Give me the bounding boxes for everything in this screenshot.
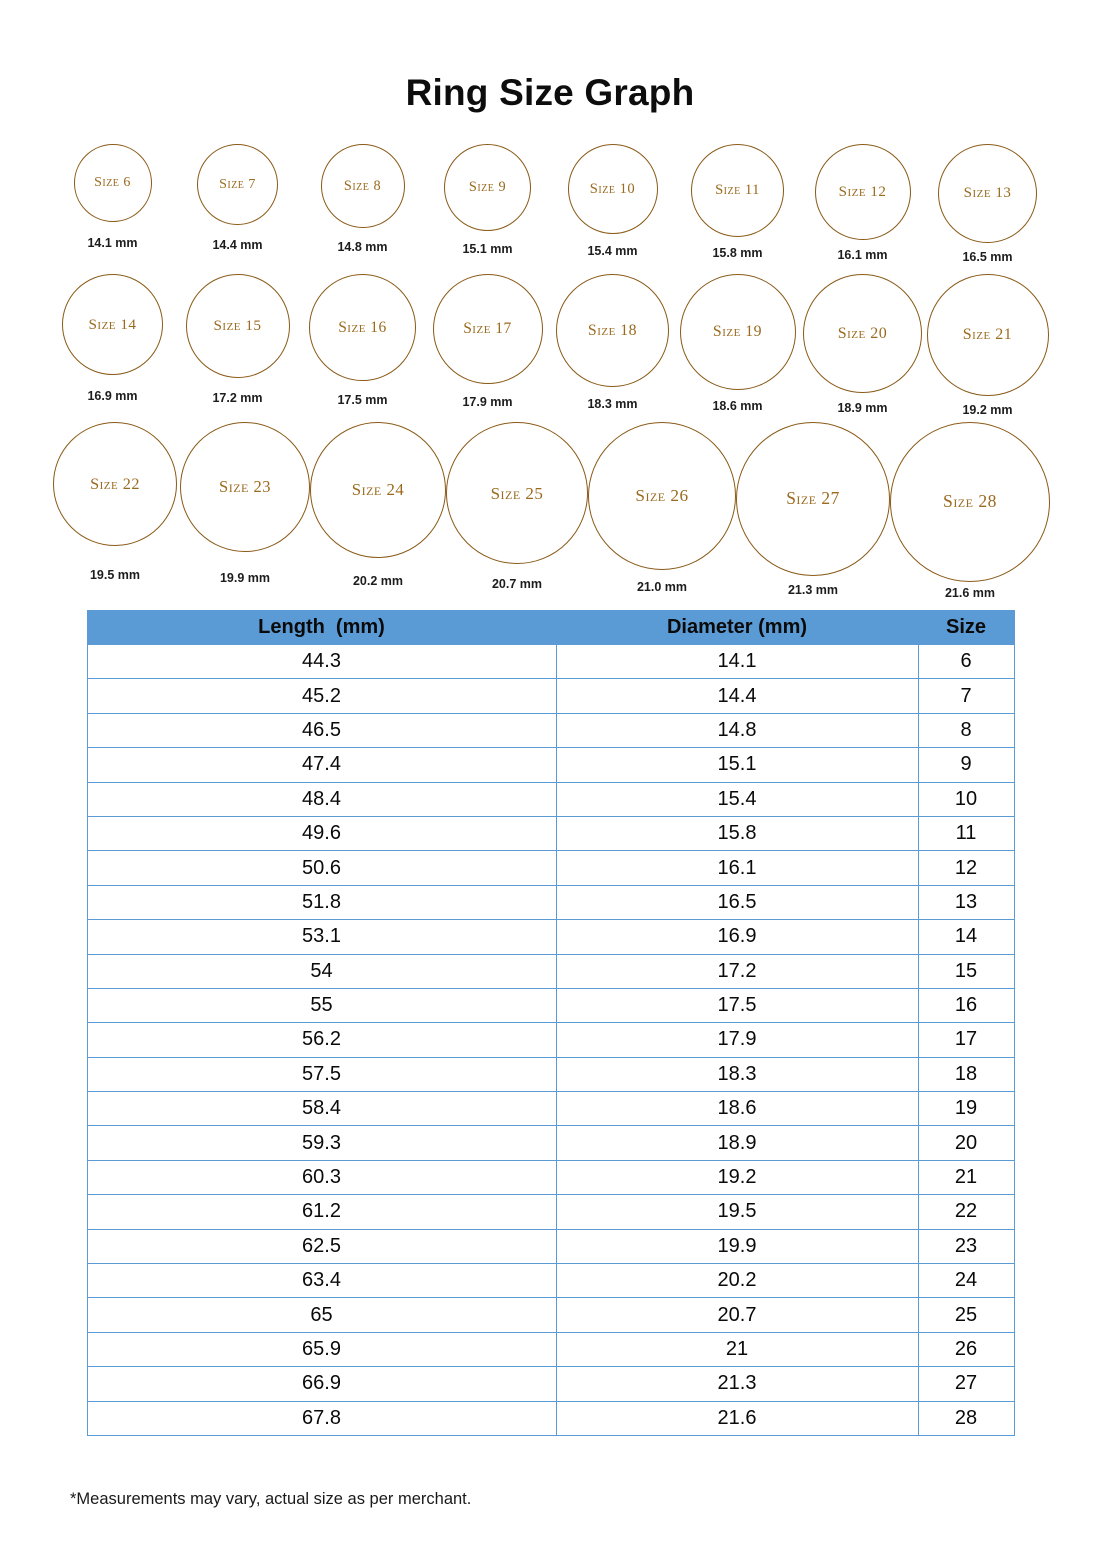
table-row [87,782,1014,816]
ring-size-item [425,274,550,409]
ring-circle-box [309,274,416,381]
ring-size-item [550,144,675,258]
cell-size: 22 [918,1195,1014,1229]
cell-diameter: 21.3 [556,1367,918,1401]
ring-circle-icon [62,274,163,375]
ring-diameter-label: 19.9 mm [219,571,271,585]
cell-length: 49.6 [87,816,556,850]
ring-size-label: Size 11 [715,182,760,199]
cell-diameter: 20.2 [556,1264,918,1298]
ring-diameter-label: 18.3 mm [587,397,638,411]
ring-diameter-label: 14.8 mm [337,240,388,254]
ring-size-item [800,274,925,415]
table-row [87,1332,1014,1366]
cell-length: 48.4 [87,782,556,816]
ring-diameter-label: 19.5 mm [89,568,141,582]
ring-circle-icon [74,144,152,222]
ring-size-item [300,274,425,407]
table-row [87,885,1014,919]
ring-size-item [175,274,300,405]
ring-circle-box [890,422,1050,582]
ring-circle-box [321,144,405,228]
ring-size-label: Size 7 [219,176,256,192]
ring-circle-box [74,144,152,222]
cell-size: 13 [918,885,1014,919]
cell-size: 19 [918,1092,1014,1126]
cell-size: 9 [918,748,1014,782]
column-header-size: Size [918,611,1014,645]
ring-circle-icon [803,274,922,393]
ring-circle-box [446,422,588,564]
ring-size-item [50,422,180,582]
ring-circle-icon [815,144,911,240]
ring-size-table-wrapper [87,610,1014,1436]
ring-size-label: Size 10 [589,180,636,197]
ring-circle-box [568,144,658,234]
table-row [87,988,1014,1022]
cell-diameter: 17.2 [556,954,918,988]
ring-circle-box [556,274,669,387]
ring-circle-icon [310,422,446,558]
cell-length: 47.4 [87,748,556,782]
cell-length: 51.8 [87,885,556,919]
ring-circle-box [588,422,736,570]
ring-circle-icon [444,144,531,231]
ring-size-item [550,274,675,411]
cell-size: 21 [918,1160,1014,1194]
ring-diameter-label: 18.9 mm [837,401,888,415]
ring-size-item [675,144,800,260]
cell-diameter: 17.5 [556,988,918,1022]
ring-circle-box [310,422,446,558]
ring-diameter-label: 21.3 mm [787,583,839,597]
ring-size-label: Size 27 [786,488,840,509]
cell-size: 15 [918,954,1014,988]
ring-size-label: Size 19 [712,323,763,341]
ring-diameter-label: 17.9 mm [462,395,513,409]
cell-diameter: 15.8 [556,816,918,850]
cell-diameter: 18.9 [556,1126,918,1160]
cell-size: 7 [918,679,1014,713]
ring-diameter-label: 21.6 mm [944,586,996,600]
ring-circle-box [815,144,911,240]
cell-size: 8 [918,713,1014,747]
cell-diameter: 14.8 [556,713,918,747]
ring-size-item [300,144,425,254]
ring-diameter-label: 15.4 mm [587,244,638,258]
ring-row-1 [50,144,1050,274]
table-row [87,679,1014,713]
cell-size: 23 [918,1229,1014,1263]
cell-diameter: 17.9 [556,1023,918,1057]
ring-diameter-label: 19.2 mm [962,403,1013,417]
cell-length: 65.9 [87,1332,556,1366]
cell-size: 18 [918,1057,1014,1091]
ring-size-label: Size 25 [490,483,544,503]
ring-size-label: Size 13 [963,185,1012,201]
ring-circle-icon [938,144,1037,243]
cell-size: 25 [918,1298,1014,1332]
ring-circle-icon [186,274,290,378]
cell-length: 53.1 [87,920,556,954]
ring-size-label: Size 23 [219,476,271,496]
table-header [87,611,1014,645]
ring-diagram [0,144,1100,600]
ring-size-label: Size 28 [943,491,997,512]
ring-diameter-label: 21.0 mm [636,580,688,594]
ring-size-label: Size 14 [88,315,137,333]
cell-length: 50.6 [87,851,556,885]
ring-row-3 [50,422,1050,600]
ring-diameter-label: 14.1 mm [87,236,138,250]
ring-size-label: Size 6 [94,175,131,190]
cell-length: 67.8 [87,1401,556,1435]
ring-diameter-label: 14.4 mm [212,238,263,252]
cell-size: 11 [918,816,1014,850]
ring-circle-box [803,274,922,393]
table-row [87,1160,1014,1194]
cell-diameter: 19.9 [556,1229,918,1263]
ring-circle-box [180,422,310,552]
cell-diameter: 19.2 [556,1160,918,1194]
ring-circle-icon [927,274,1049,396]
cell-diameter: 14.1 [556,645,918,679]
ring-size-item [180,422,310,585]
column-header-length: Length (mm) [87,611,556,645]
ring-row-2 [50,274,1050,422]
cell-size: 24 [918,1264,1014,1298]
table-row [87,1264,1014,1298]
ring-circle-box [691,144,784,237]
cell-diameter: 21.6 [556,1401,918,1435]
ring-circle-box [680,274,796,390]
ring-circle-box [186,274,290,378]
cell-length: 57.5 [87,1057,556,1091]
ring-circle-icon [568,144,658,234]
cell-diameter: 16.5 [556,885,918,919]
ring-circle-box [736,422,890,576]
ring-size-item [890,422,1050,600]
cell-diameter: 14.4 [556,679,918,713]
cell-diameter: 16.9 [556,920,918,954]
cell-size: 27 [918,1367,1014,1401]
cell-size: 16 [918,988,1014,1022]
table-row [87,748,1014,782]
cell-diameter: 15.4 [556,782,918,816]
cell-size: 12 [918,851,1014,885]
cell-length: 45.2 [87,679,556,713]
table-row [87,851,1014,885]
table-row [87,1092,1014,1126]
cell-length: 66.9 [87,1367,556,1401]
ring-size-label: Size 21 [962,326,1013,343]
ring-size-item [175,144,300,252]
table-row [87,1229,1014,1263]
cell-diameter: 16.1 [556,851,918,885]
ring-circle-box [62,274,163,375]
ring-diameter-label: 15.1 mm [462,242,513,256]
ring-diameter-label: 16.1 mm [837,248,888,262]
ring-circle-icon [556,274,669,387]
table-row [87,1195,1014,1229]
ring-size-label: Size 15 [213,317,262,335]
ring-diameter-label: 17.2 mm [212,391,263,405]
ring-size-item [310,422,446,588]
ring-size-label: Size 8 [343,177,382,194]
cell-length: 59.3 [87,1126,556,1160]
ring-circle-icon [53,422,177,546]
table-row [87,1401,1014,1435]
table-row [87,920,1014,954]
cell-length: 63.4 [87,1264,556,1298]
cell-diameter: 15.1 [556,748,918,782]
ring-diameter-label: 15.8 mm [712,246,763,260]
ring-size-label: Size 26 [635,486,689,506]
cell-length: 44.3 [87,645,556,679]
table-row [87,954,1014,988]
ring-circle-icon [321,144,405,228]
ring-circle-icon [691,144,784,237]
table-row [87,1126,1014,1160]
ring-size-item [446,422,588,591]
table-row [87,1057,1014,1091]
table-row [87,1298,1014,1332]
ring-circle-icon [446,422,588,564]
cell-length: 58.4 [87,1092,556,1126]
ring-diameter-label: 20.2 mm [352,574,404,588]
table-row [87,816,1014,850]
cell-diameter: 19.5 [556,1195,918,1229]
cell-diameter: 18.6 [556,1092,918,1126]
ring-circle-box [433,274,543,384]
cell-size: 17 [918,1023,1014,1057]
ring-circle-icon [736,422,890,576]
ring-size-label: Size 16 [338,318,387,336]
ring-size-label: Size 18 [587,321,638,339]
cell-length: 54 [87,954,556,988]
ring-circle-box [197,144,278,225]
cell-length: 46.5 [87,713,556,747]
cell-diameter: 20.7 [556,1298,918,1332]
table-row [87,1023,1014,1057]
cell-size: 10 [918,782,1014,816]
ring-circle-box [53,422,177,546]
ring-size-label: Size 24 [351,479,405,499]
cell-diameter: 18.3 [556,1057,918,1091]
ring-circle-icon [680,274,796,390]
ring-size-label: Size 12 [838,183,887,200]
ring-size-item [925,144,1050,264]
page-title: Ring Size Graph [405,72,695,113]
ring-size-table [87,610,1015,1436]
cell-size: 14 [918,920,1014,954]
ring-size-item [675,274,800,413]
ring-size-label: Size 17 [463,320,512,338]
cell-length: 60.3 [87,1160,556,1194]
footnote: *Measurements may vary, actual size as per merchant. [70,1490,472,1508]
ring-circle-icon [588,422,736,570]
ring-circle-box [444,144,531,231]
column-header-diameter: Diameter (mm) [556,611,918,645]
cell-size: 26 [918,1332,1014,1366]
cell-length: 56.2 [87,1023,556,1057]
ring-diameter-label: 16.9 mm [87,389,138,403]
ring-size-label: Size 20 [837,324,888,342]
table-header-row [87,611,1014,645]
ring-circle-box [927,274,1049,396]
table-row [87,1367,1014,1401]
ring-size-item [925,274,1050,417]
cell-length: 61.2 [87,1195,556,1229]
ring-circle-icon [890,422,1050,582]
ring-circle-icon [309,274,416,381]
ring-diameter-label: 16.5 mm [962,250,1013,264]
cell-size: 20 [918,1126,1014,1160]
ring-size-item [588,422,736,594]
cell-size: 28 [918,1401,1014,1435]
ring-diameter-label: 20.7 mm [491,577,543,591]
table-row [87,645,1014,679]
table-row [87,713,1014,747]
ring-diameter-label: 17.5 mm [337,393,388,407]
ring-diameter-label: 18.6 mm [712,399,763,413]
ring-circle-icon [197,144,278,225]
ring-circle-box [938,144,1037,243]
cell-length: 65 [87,1298,556,1332]
ring-size-item [425,144,550,256]
ring-size-label: Size 9 [468,179,507,196]
ring-size-item [736,422,890,597]
ring-size-label: Size 22 [90,474,140,493]
cell-length: 62.5 [87,1229,556,1263]
ring-size-item [50,144,175,250]
cell-length: 55 [87,988,556,1022]
ring-size-item [50,274,175,403]
ring-size-item [800,144,925,262]
cell-size: 6 [918,645,1014,679]
cell-diameter: 21 [556,1332,918,1366]
ring-circle-icon [433,274,543,384]
table-body [87,645,1014,1436]
ring-circle-icon [180,422,310,552]
